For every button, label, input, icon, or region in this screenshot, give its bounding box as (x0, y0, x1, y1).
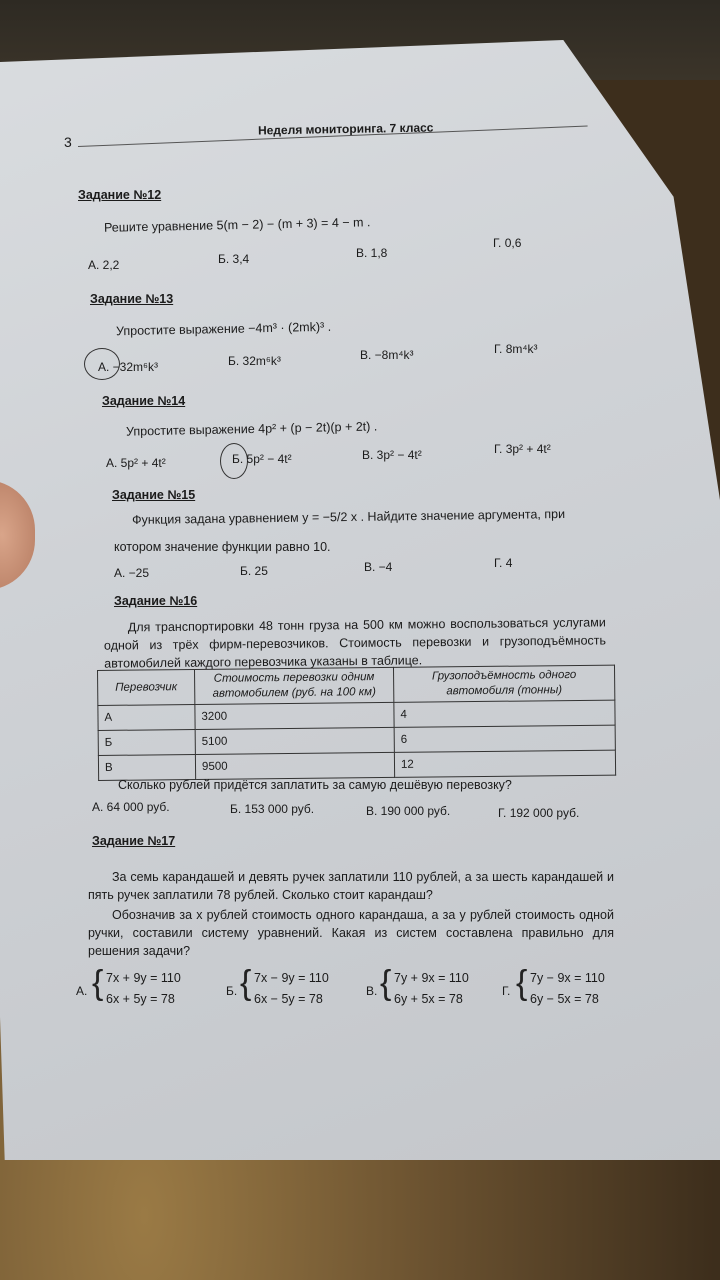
table-header-cost: Стоимость перевозки одним автомобилем (руб. на 100 км) (194, 667, 393, 704)
table-cell: 4 (394, 700, 615, 727)
table-cell: Б (98, 729, 195, 755)
equation: 6y − 5x = 78 (530, 992, 599, 1006)
table-cell: 5100 (195, 727, 394, 754)
brace-icon: { (92, 964, 104, 1002)
table-cell: 6 (394, 725, 615, 752)
task15-option-d: Г. 4 (494, 556, 513, 570)
brace-icon: { (240, 964, 252, 1002)
task12-title: Задание №12 (78, 188, 162, 202)
brace-icon: { (380, 964, 392, 1002)
table-cell: 12 (394, 750, 615, 777)
task15-question-line1: Функция задана уравнением y = −5/2 x . Найдите значение аргумента, при (131, 506, 566, 528)
table-cell: 9500 (195, 752, 394, 779)
table-header-capacity: Грузоподъёмность одного автомобиля (тонны) (393, 665, 614, 702)
brace-icon: { (516, 964, 528, 1002)
task12-option-a: А. 2,2 (88, 258, 120, 272)
task14-question: Упростите выражение 4p² + (p − 2t)(p + 2t) . (125, 419, 378, 439)
equation: 6x − 5y = 78 (254, 992, 323, 1006)
task14-option-b: Б. 5p² − 4t² (232, 452, 292, 466)
task16-option-c: В. 190 000 руб. (366, 804, 451, 818)
task13-option-b: Б. 32m⁶k³ (228, 354, 281, 368)
task17-title: Задание №17 (92, 834, 176, 848)
task14-option-d: Г. 3p² + 4t² (494, 442, 551, 456)
table-cell: В (98, 754, 195, 780)
task16-option-b: Б. 153 000 руб. (230, 802, 315, 816)
task16-option-a: А. 64 000 руб. (92, 800, 170, 814)
task13-question: Упростите выражение −4m³ · (2mk)³ . (115, 319, 332, 339)
task17-option-a-label: А. (76, 984, 88, 998)
task14-option-c: В. 3p² − 4t² (362, 448, 422, 462)
table-header-carrier: Перевозчик (98, 669, 195, 705)
table-cell: 3200 (195, 702, 394, 729)
equation: 7x − 9y = 110 (254, 971, 329, 985)
equation: 7y + 9x = 110 (394, 971, 469, 985)
equation: 6y + 5x = 78 (394, 992, 463, 1006)
task17-paragraph2: Обозначив за x рублей стоимость одного карандаша, а за y рублей стоимость одной ручки, составили систему уравнений. Какая из систем составлена правильно для решения задачи? (88, 908, 614, 958)
table-cell: А (98, 704, 195, 730)
equation: 6x + 5y = 78 (106, 992, 175, 1006)
task17-option-b-label: Б. (226, 984, 238, 998)
task12-option-b: Б. 3,4 (218, 252, 250, 266)
table-row (98, 750, 615, 780)
task15-title: Задание №15 (112, 488, 196, 502)
task13-option-d: Г. 8m⁴k³ (494, 342, 538, 356)
task15-option-a: А. −25 (114, 566, 150, 580)
task14-option-a: А. 5p² + 4t² (106, 456, 166, 470)
task14-title: Задание №14 (102, 394, 186, 408)
task15-question-line2: котором значение функции равно 10. (114, 540, 331, 554)
page-title: Неделя мониторинга. 7 класс (257, 120, 434, 138)
task17-option-c-label: В. (366, 984, 378, 998)
task13-option-a: А. −32m⁶k³ (98, 360, 158, 374)
task17-paragraph1: За семь карандашей и девять ручек заплатили 110 рублей, а за шесть карандашей и пять ручек заплатили 78 рублей. Сколько стоит карандаш? (88, 870, 614, 902)
task17-option-d-label: Г. (502, 984, 511, 998)
task16-question: Сколько рублей придётся заплатить за самую дешёвую перевозку? (118, 778, 512, 792)
task13-option-c: В. −8m⁴k³ (360, 348, 414, 362)
task15-option-c: В. −4 (364, 560, 393, 574)
task12-option-c: В. 1,8 (356, 246, 388, 260)
task17-option-a-system (106, 968, 181, 1010)
carriers-table (97, 665, 616, 781)
task13-title: Задание №13 (90, 292, 174, 306)
equation: 7x + 9y = 110 (106, 971, 181, 985)
page-number: 3 (64, 134, 72, 150)
task17-option-d-system (530, 968, 605, 1010)
task16-option-d: Г. 192 000 руб. (498, 806, 580, 820)
task17-option-b-system (254, 968, 329, 1010)
equation: 7y − 9x = 110 (530, 971, 605, 985)
task12-question: Решите уравнение 5(m − 2) − (m + 3) = 4 − m . (103, 215, 371, 235)
task15-option-b: Б. 25 (240, 564, 268, 578)
task16-title: Задание №16 (114, 594, 198, 608)
task16-paragraph: Для транспортировки 48 тонн груза на 500 км можно воспользоваться услугами одной из трёх фирм-перевозчиков. Стоимость перевозки и грузоподъёмность автомобилей каждого перевозчика указаны в таблице. (103, 615, 607, 671)
task17-option-c-system (394, 968, 469, 1010)
task12-option-d: Г. 0,6 (493, 236, 522, 250)
